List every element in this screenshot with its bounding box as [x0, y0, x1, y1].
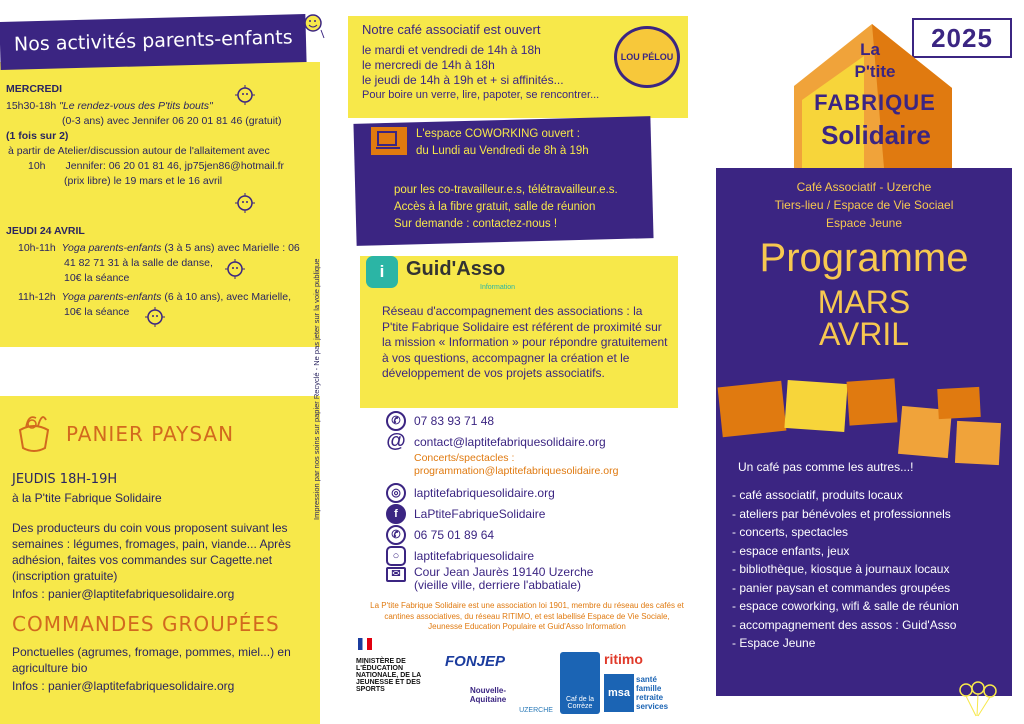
smiley-figure-icon [300, 10, 326, 44]
fonjep-text: FONJEP [444, 652, 505, 670]
guidasso-description: Réseau d'accompagnement des associations : la P'tite Fabrique Solidaire est référent de proximité sur la mission « Information » pour répondre gratuitement à vos questions, accompagner la création et le développement de vos projets associatifs. [382, 304, 668, 380]
phone-1[interactable]: 07 83 93 71 48 [414, 413, 495, 428]
cafe-line-3: le jeudi de 14h à 19h et + si affinités... [362, 73, 564, 87]
j1-title: Yoga parents-enfants [61, 242, 162, 254]
m-line-2: (0-3 ans) avec Jennifer 06 20 01 81 46 (gratuit) [62, 115, 282, 127]
info-icon: i [366, 256, 398, 288]
j1-rest: (3 à 5 ans) avec Marielle : 06 [161, 242, 300, 254]
recycled-paper-note: Impression par nos soins sur papier Recyclé - Ne pas jeter sur la voie publique [312, 258, 321, 520]
computer-icon-tile [784, 380, 847, 432]
email-row [386, 431, 686, 452]
address-row [386, 566, 686, 592]
uzerche-logo [514, 652, 558, 714]
concerts-email[interactable]: programmation@laptitefabriquesolidaire.org [414, 465, 619, 477]
m-line-3: (1 fois sur 2) [6, 130, 69, 142]
service-item: - espace coworking, wifi & salle de réunion [732, 599, 959, 613]
ministere-text: MINISTÈRE DE L'ÉDUCATION NATIONALE, DE LA JEUNESSE ET DES SPORTS [356, 658, 421, 693]
activities-title: Nos activités parents-enfants [13, 26, 293, 56]
coworking-line-4: Accès à la fibre gratuit, salle de réunion [394, 201, 596, 213]
uzerche-text: UZERCHE [519, 707, 553, 714]
j2-time: 11h-12h [18, 291, 56, 303]
coworking-header [416, 126, 646, 160]
fonjep-logo [442, 648, 508, 674]
services-list [732, 486, 1002, 653]
guidasso-sub: Information [480, 284, 516, 291]
sun-figure-icon [222, 256, 248, 282]
coffee-icon-tile [718, 381, 787, 437]
subtitle-1: Café Associatif - Uzerche [796, 180, 932, 194]
service-item: - panier paysan et commandes groupées [732, 580, 951, 595]
phone-row [386, 410, 686, 431]
j2-title: Yoga parents-enfants [61, 291, 162, 303]
coworking-line-3: pour les co-travailleur.e.s, télétravailleur.e.s. [394, 184, 618, 196]
caf-logo [560, 652, 600, 714]
address-line-1: Cour Jean Jaurès 19140 Uzerche [414, 565, 594, 579]
email[interactable]: contact@laptitefabriquesolidaire.org [414, 434, 606, 449]
ritimo-logo [604, 648, 680, 670]
guidasso-name: Guid'Asso [406, 258, 506, 280]
facebook-icon: f [386, 504, 406, 524]
balloons-icon [956, 680, 1000, 720]
pen-icon-tile [847, 378, 898, 425]
computer-icon [370, 126, 408, 156]
mercredi-block [6, 82, 316, 189]
ritimo-text: ritimo [604, 651, 643, 667]
j1-line-3: 10€ la séance [64, 272, 130, 284]
m-line-4: à partir de Atelier/discussion autour de l'allaitement avec [8, 145, 270, 157]
globe-icon: ◎ [386, 483, 406, 503]
j1-line-2: 41 82 71 31 à la salle de danse, [64, 257, 213, 269]
subtitle-block [724, 178, 1004, 232]
subtitle-3: Espace Jeune [825, 216, 903, 230]
commandes-infos: Infos : panier@laptitefabriquesolidaire.org [12, 679, 235, 693]
sun-figure-icon [232, 190, 258, 216]
basket-icon [14, 408, 54, 454]
j2-rest: (6 à 10 ans), avec Marielle, [161, 291, 291, 303]
flag-icon [358, 638, 372, 650]
j1-time: 10h-11h [18, 242, 56, 254]
region-logo [460, 680, 516, 710]
address-line-2: (vieille ville, derriere l'abbatiale) [414, 578, 582, 592]
panier-when: JEUDIS 18H-19H [12, 472, 118, 487]
footer-note: La P'tite Fabrique Solidaire est une association loi 1901, membre du réseau des cafés et cantines associatives, du réseau RITIMO, et est labellisé Espace de Vie Sociale, Jeunesse Education Populaire et Guid'Asso Information [370, 601, 684, 631]
service-item: - bibliothèque, kiosque à journaux locaux [732, 562, 950, 576]
activities-banner [0, 14, 307, 70]
m-time-5: 10h [28, 160, 46, 172]
service-item: - concerts, spectacles [732, 525, 849, 539]
coworking-line-2: du Lundi au Vendredi de 8h à 19h [416, 145, 589, 157]
cafe-line-4: Pour boire un verre, lire, papoter, se rencontrer... [362, 89, 600, 101]
logo-la: La [860, 40, 880, 59]
month-avril: AVRIL [818, 316, 910, 352]
logo-ptite: P'tite [854, 62, 896, 81]
mercredi-heading: MERCREDI [6, 83, 63, 95]
msa-text: santé famille retraite services [636, 675, 669, 711]
panier-infos: Infos : panier@laptitefabriquesolidaire.org [12, 587, 235, 601]
m-line-6: (prix libre) le 19 mars et le 16 avril [64, 175, 223, 187]
sun-figure-icon [232, 82, 258, 108]
msa-logo [636, 674, 682, 712]
instagram-row [386, 545, 686, 566]
logo-solidaire: Solidaire [821, 120, 931, 150]
cafe-line-2: le mercredi de 14h à 18h [362, 58, 495, 72]
coworking-line-5: Sur demande : contactez-nous ! [394, 218, 558, 230]
instagram-icon: ○ [386, 546, 406, 566]
m-time-1: 15h30-18h [6, 100, 57, 112]
coworking-line-1: L'espace COWORKING ouvert : [416, 128, 580, 140]
phone2-row [386, 524, 686, 545]
service-item: - espace enfants, jeux [732, 543, 850, 558]
facebook[interactable]: LaPtiteFabriqueSolidaire [414, 506, 546, 521]
commandes-description: Ponctuelles (agrumes, fromage, pommes, miel...) en agriculture bio [12, 645, 291, 675]
ministere-logo [356, 640, 442, 716]
phone-icon: ✆ [386, 411, 406, 431]
service-item: - Espace Jeune [732, 636, 816, 650]
year: 2025 [931, 23, 993, 53]
website[interactable]: laptitefabriquesolidaire.org [414, 485, 555, 500]
instagram[interactable]: laptitefabriquesolidaire [414, 548, 535, 563]
caf-text: Caf de la Corrèze [565, 696, 595, 710]
panier-description: Des producteurs du coin vous proposent suivant les semaines : légumes, fromages, pain, viande... Après adhésion, faites vos commandes sur Cagette.net (inscription gratuite) [12, 521, 291, 583]
mail-icon: ✉ [386, 567, 406, 582]
service-item: - café associatif, produits locaux [732, 488, 903, 502]
contact-list [386, 410, 686, 592]
cafe-hours [362, 22, 612, 103]
msa-logo-mark: msa [604, 674, 634, 712]
commandes-title: COMMANDES GROUPÉES [12, 612, 280, 636]
facebook-row [386, 503, 686, 524]
lou-pelou-text: LOU PÉLOU [620, 52, 674, 62]
concerts-label: Concerts/spectacles : [414, 452, 515, 464]
sun-figure-icon [142, 304, 168, 330]
service-item: - accompagnement des assos : Guid'Asso [732, 617, 957, 632]
phone-icon: ✆ [386, 525, 406, 545]
panier-where: à la P'tite Fabrique Solidaire [12, 491, 162, 505]
jeudi-heading: JEUDI 24 AVRIL [6, 225, 85, 237]
concerts-block [386, 452, 686, 478]
j2-line-2: 10€ la séance [64, 306, 130, 318]
region-text: Nouvelle-Aquitaine [469, 686, 507, 704]
basket-icon-tile [955, 421, 1001, 465]
at-icon: @ [386, 430, 406, 452]
book-icon-tile [937, 387, 981, 419]
service-item: - ateliers par bénévoles et professionnels [732, 506, 951, 521]
cafe-line-1: le mardi et vendredi de 14h à 18h [362, 43, 541, 57]
logo-fabrique: FABRIQUE [814, 90, 936, 115]
tagline: Un café pas comme les autres...! [738, 460, 914, 474]
coworking-details [394, 182, 654, 233]
panier-title: PANIER PAYSAN [66, 422, 235, 446]
subtitle-2: Tiers-lieu / Espace de Vie Sociael [774, 198, 954, 212]
programme-title: Programme [759, 236, 969, 280]
m-line-5: Jennifer: 06 20 01 81 46, jp75jen86@hotmail.fr [65, 160, 285, 172]
m-title-1: "Le rendez-vous des P'tits bouts" [59, 100, 213, 112]
website-row [386, 482, 686, 503]
cafe-title: Notre café associatif est ouvert [362, 22, 541, 37]
lou-pelou-logo [614, 26, 680, 88]
phone-2[interactable]: 06 75 01 89 64 [414, 527, 495, 542]
month-mars: MARS [817, 284, 911, 320]
